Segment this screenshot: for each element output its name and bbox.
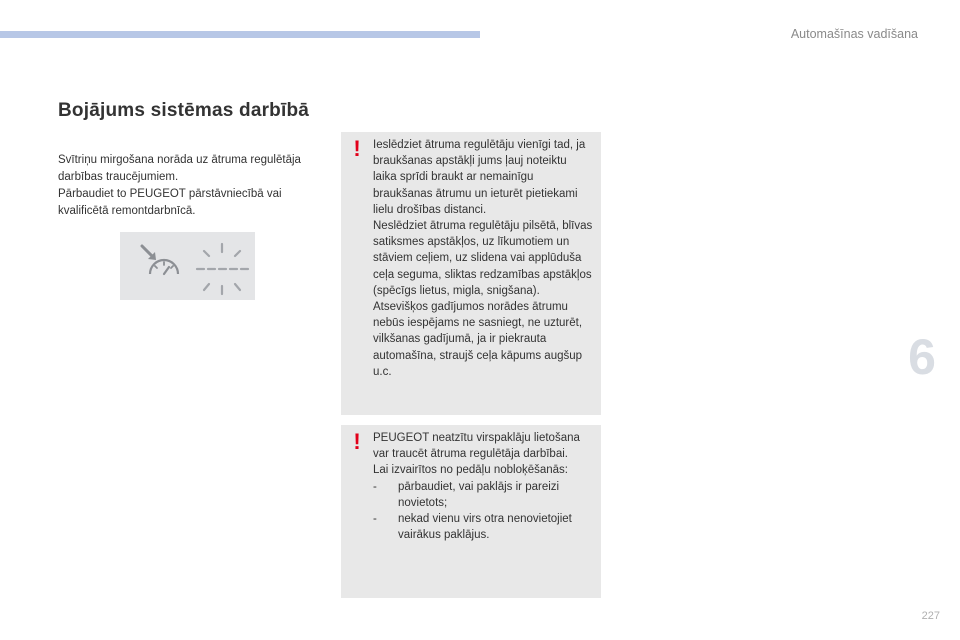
intro-paragraph: Pārbaudiet to PEUGEOT pārstāvniecībā vai kvalificētā remontdarbnīcā. [58,188,282,217]
page-title: Bojājums sistēmas darbībā [58,100,310,121]
warning-exclamation-icon: ! [353,429,361,454]
page-number: 227 [921,610,940,622]
speed-regulator-fault-display-icon [120,232,255,300]
warning-text [373,430,593,543]
bullet-list [373,479,593,544]
top-accent-bar [0,31,480,38]
warning-paragraph: Ieslēdziet ātruma regulētāju vienīgi tad, ja braukšanas apstākļi jums ļauj noteiktu laika sprīdi braukt ar nemainīgu braukšanas ātrumu un ieturēt pietiekami lielu drošības distanci. [373,139,586,216]
warning-box [341,425,601,598]
warning-box [341,132,601,415]
intro-paragraph: Svītriņu mirgošana norāda uz ātruma regulētāja darbības traucējumiem. [58,154,301,183]
list-item [373,511,593,543]
warning-paragraph: Lai izvairītos no pedāļu nobloķēšanās: [373,464,568,477]
bullet-text: pārbaudiet, vai paklājs ir pareizi novietots; [398,480,560,509]
section-header: Automašīnas vadīšana [790,27,918,41]
chapter-number: 6 [908,329,936,385]
warning-exclamation-icon: ! [353,136,361,161]
list-item [373,479,593,511]
intro-text [58,152,308,220]
warning-paragraph: Neslēdziet ātruma regulētāju pilsētā, blīvas satiksmes apstākļos, uz līkumotiem un stāviem ceļiem, uz slidena vai applūduša ceļa seguma, sliktas redzamības apstākļos (spēcīgs lietus, migla, snigšana). [373,220,593,297]
bullet-text: nekad vienu virs otra nenovietojiet vairākus paklājus. [398,513,572,542]
bullet-dash: - [373,513,377,526]
warning-text [373,137,593,380]
speedometer-fault-icon [120,232,255,300]
warning-paragraph: PEUGEOT neatzītu virspaklāju lietošana var traucēt ātruma regulētāja darbībai. [373,432,580,461]
warning-paragraph: Atsevišķos gadījumos norādes ātrumu nebūs iespējams ne sasniegt, ne uzturēt, vilkšanas gadījumā, ja ir piekrauta automašīna, straujš ceļa kāpums augšup u.c. [373,301,583,378]
bullet-dash: - [373,480,377,493]
